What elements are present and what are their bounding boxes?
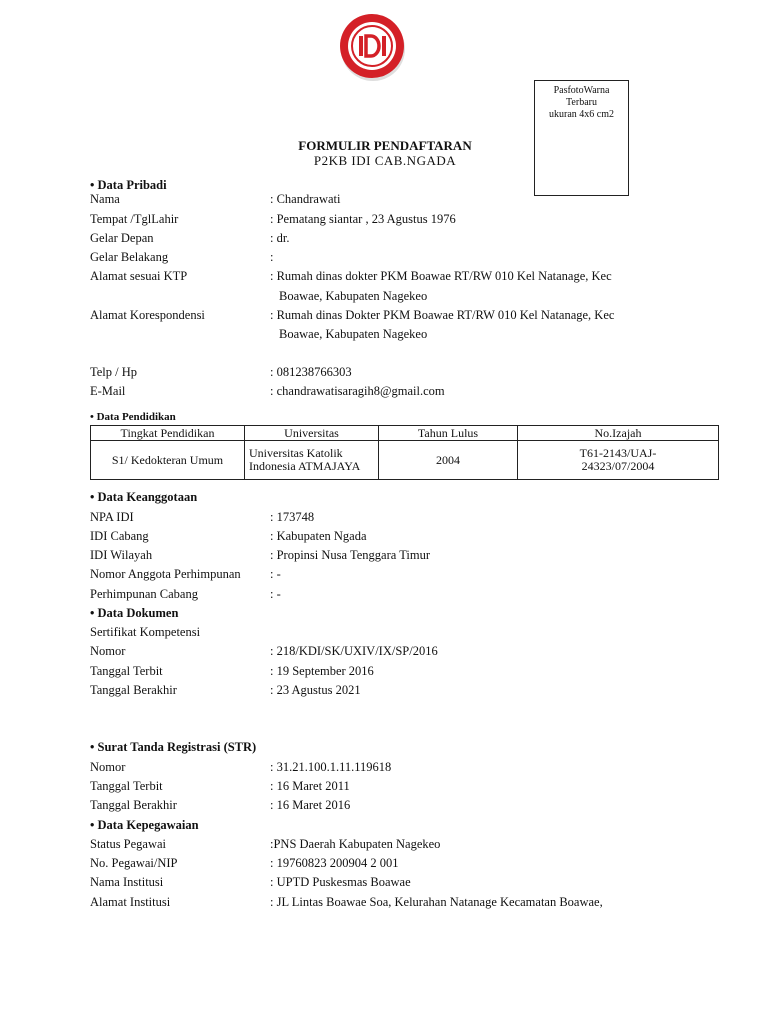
field-label: NPA IDI xyxy=(90,510,134,524)
field-value: : 23 Agustus 2021 xyxy=(270,683,361,697)
field-label: Nomor xyxy=(90,760,126,774)
field-value: : 218/KDI/SK/UXIV/IX/SP/2016 xyxy=(270,644,438,658)
table-cell xyxy=(245,441,379,480)
table-header-cell: Universitas xyxy=(245,426,379,441)
section-heading-keanggotaan: • Data Keanggotaan xyxy=(90,490,198,504)
field-value: : Chandrawati xyxy=(270,192,341,206)
field-label: Status Pegawai xyxy=(90,837,167,851)
field-value: : JL Lintas Boawae Soa, Kelurahan Natanage Kecamatan Boawae, xyxy=(270,895,603,909)
section-heading-dokumen: • Data Dokumen xyxy=(90,606,179,620)
field-label: IDI Wilayah xyxy=(90,548,153,562)
field-label: Telp / Hp xyxy=(90,365,138,379)
table-header-cell: Tingkat Pendidikan xyxy=(91,426,245,441)
cell-line: 24323/07/2004 xyxy=(581,459,655,473)
field-label: Nama xyxy=(90,192,120,206)
table-cell: 2004 xyxy=(379,441,518,480)
field-value: : Kabupaten Ngada xyxy=(270,529,367,543)
field-label: Alamat Institusi xyxy=(90,895,171,909)
field-value: : 081238766303 xyxy=(270,365,352,379)
field-value: : Propinsi Nusa Tenggara Timur xyxy=(270,548,431,562)
idi-logo xyxy=(338,12,408,82)
education-table xyxy=(90,425,719,480)
field-value: : Pematang siantar , 23 Agustus 1976 xyxy=(270,212,456,226)
field-value: : 31.21.100.1.11.119618 xyxy=(270,760,392,774)
table-header-row xyxy=(91,426,719,441)
field-label: Tanggal Terbit xyxy=(90,779,163,793)
field-label: Nama Institusi xyxy=(90,875,164,889)
cell-line: Indonesia ATMAJAYA xyxy=(249,459,361,473)
field-label: Perhimpunan Cabang xyxy=(90,587,198,601)
photo-label-line3: ukuran 4x6 cm2 xyxy=(549,109,614,120)
field-label: Tanggal Berakhir xyxy=(90,683,177,697)
field-label: Tanggal Terbit xyxy=(90,664,163,678)
section-heading-str: • Surat Tanda Registrasi (STR) xyxy=(90,740,257,754)
field-value: :PNS Daerah Kabupaten Nagekeo xyxy=(270,837,441,851)
photo-label-line1: PasfotoWarna xyxy=(553,85,610,96)
field-label: Tempat /TglLahir xyxy=(90,212,179,226)
cell-line: Universitas Katolik xyxy=(249,446,343,460)
field-value: : xyxy=(270,250,274,264)
field-value: : 19760823 200904 2 001 xyxy=(270,856,399,870)
subsection-label: Sertifikat Kompetensi xyxy=(90,625,201,639)
field-label: Alamat sesuai KTP xyxy=(90,269,188,283)
cell-line: T61-2143/UAJ- xyxy=(579,446,657,460)
field-label: E-Mail xyxy=(90,384,126,398)
form-title: FORMULIR PENDAFTARAN xyxy=(298,138,472,153)
field-value: : - xyxy=(270,587,281,601)
field-value-continued: Boawae, Kabupaten Nagekeo xyxy=(279,327,428,341)
field-value: : 16 Maret 2011 xyxy=(270,779,350,793)
table-header-cell: Tahun Lulus xyxy=(379,426,518,441)
field-value-continued: Boawae, Kabupaten Nagekeo xyxy=(279,289,428,303)
field-label: No. Pegawai/NIP xyxy=(90,856,178,870)
field-value: : chandrawatisaragih8@gmail.com xyxy=(270,384,445,398)
field-value: : 173748 xyxy=(270,510,315,524)
table-row xyxy=(91,441,719,480)
field-value: : Rumah dinas Dokter PKM Boawae RT/RW 010 Kel Natanage, Kec xyxy=(270,308,615,322)
field-value: : 16 Maret 2016 xyxy=(270,798,351,812)
table-header-cell: No.Izajah xyxy=(518,426,719,441)
field-label: Tanggal Berakhir xyxy=(90,798,177,812)
form-subtitle: P2KB IDI CAB.NGADA xyxy=(313,153,457,168)
field-value: : 19 September 2016 xyxy=(270,664,374,678)
section-heading-pribadi: • Data Pribadi xyxy=(90,178,167,192)
field-label: Nomor Anggota Perhimpunan xyxy=(90,567,241,581)
table-cell xyxy=(518,441,719,480)
field-value: : - xyxy=(270,567,281,581)
field-label: Gelar Belakang xyxy=(90,250,169,264)
field-value: : dr. xyxy=(270,231,290,245)
photo-label-line2: Terbaru xyxy=(566,97,597,108)
field-value: : UPTD Puskesmas Boawae xyxy=(270,875,411,889)
field-value: : Rumah dinas dokter PKM Boawae RT/RW 010 Kel Natanage, Kec xyxy=(270,269,612,283)
field-label: Gelar Depan xyxy=(90,231,154,245)
field-label: Nomor xyxy=(90,644,126,658)
field-label: IDI Cabang xyxy=(90,529,149,543)
field-label: Alamat Korespondensi xyxy=(90,308,205,322)
section-heading-pendidikan: • Data Pendidikan xyxy=(90,411,176,423)
table-cell: S1/ Kedokteran Umum xyxy=(91,441,245,480)
section-heading-kepegawaian: • Data Kepegawaian xyxy=(90,818,199,832)
